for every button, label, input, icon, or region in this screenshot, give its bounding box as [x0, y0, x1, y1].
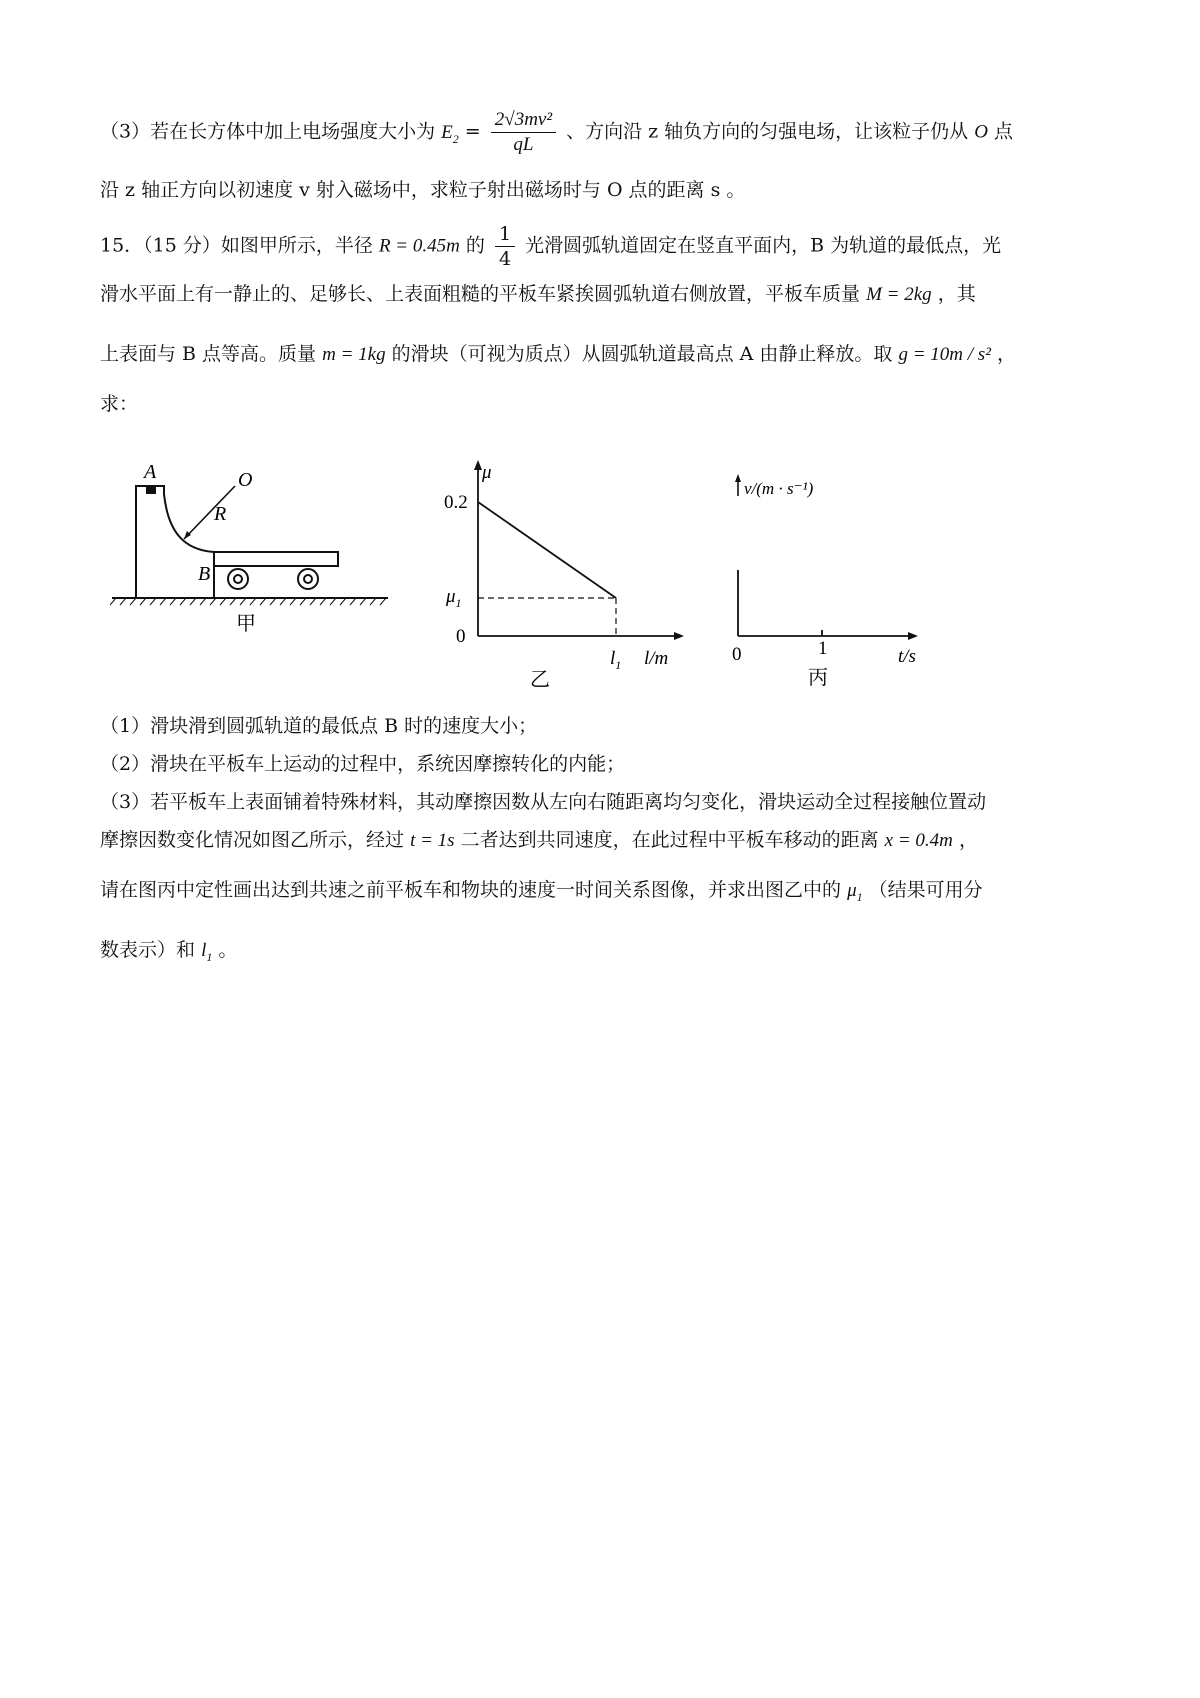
q14-part3-line2: 沿 z 轴正方向以初速度 v 射入磁场中，求粒子射出磁场时与 O 点的距离 s 。 [100, 179, 746, 201]
figure-yi [430, 460, 690, 696]
quarter-fraction: $\frac{1}{4}$ [495, 222, 515, 271]
q15-sub1: （1）滑块滑到圆弧轨道的最低点 B 时的速度大小； [100, 715, 538, 737]
caption-bing: 丙 [808, 667, 828, 689]
q15-sub3-line3: 请在图丙中定性画出达到共速之前平板车和物块的速度一时间关系图像，并求出图乙中的 $\mu_1$ （结果可用分 [100, 879, 983, 904]
q15-sub2: （2）滑块在平板车上运动的过程中，系统因摩擦转化的内能； [100, 753, 626, 775]
q14-part3-line1: （3）若在长方体中加上电场强度大小为 $E_2$ = $\frac{\text{2√3mv²}}{qL}$ 、方向沿 z 轴负方向的匀强电场，让该粒子仍从 O 点 [100, 109, 1014, 155]
bing-x-axis: t/s [898, 646, 916, 667]
q15-intro: 15．（15 分）如图甲所示，半径 R = 0.45m 的 $\frac{1}{4}$ 光滑圆弧轨道固定在竖直平面内，B 为轨道的最低点，光 [100, 223, 1002, 270]
caption-yi: 乙 [530, 669, 550, 691]
label-r: R [214, 503, 227, 525]
yi-y-tick: 0.2 [444, 492, 468, 513]
q15-sub3-line1: （3）若平板车上表面铺着特殊材料，其动摩擦因数从左向右随距离均匀变化，滑块运动全过程接触位置动 [100, 791, 987, 813]
q15-line3: 上表面与 B 点等高。质量 m = 1kg 的滑块（可视为质点）从圆弧轨道最高点 A 由静止释放。取 g = 10m / s² ， [100, 343, 1016, 365]
yi-origin: 0 [456, 626, 466, 647]
yi-mu1: $\mu_1$ [446, 586, 462, 610]
bing-x-tick: 1 [818, 638, 828, 659]
bing-origin: 0 [732, 644, 742, 665]
yi-x-tick: $l_1$ [610, 648, 622, 672]
caption-jia: 甲 [236, 613, 256, 635]
q15-line4: 求： [100, 393, 139, 415]
q15-sub3-line2: 摩擦因数变化情况如图乙所示，经过 t = 1s 二者达到共同速度，在此过程中平板车移动的距离 x = 0.4m ， [100, 829, 978, 851]
yi-x-axis: l/m [644, 648, 669, 669]
label-o: O [238, 469, 253, 491]
figure-jia [110, 452, 390, 692]
yi-y-axis: μ [482, 462, 492, 483]
q15-sub3-line4: 数表示）和 $l_1$ 。 [100, 939, 238, 964]
label-a: A [144, 461, 157, 483]
e2-symbol: $E_2$ [441, 121, 459, 146]
q15-line2: 滑水平面上有一静止的、足够长、上表面粗糙的平板车紧挨圆弧轨道右侧放置，平板车质量 M = 2kg ，其 [100, 283, 976, 305]
label-b: B [198, 563, 211, 585]
figure-bing [720, 470, 940, 696]
e2-fraction: $\frac{\text{2√3mv²}}{qL}$ [491, 108, 556, 157]
bing-y-axis: v/(m · s⁻¹) [744, 479, 814, 498]
